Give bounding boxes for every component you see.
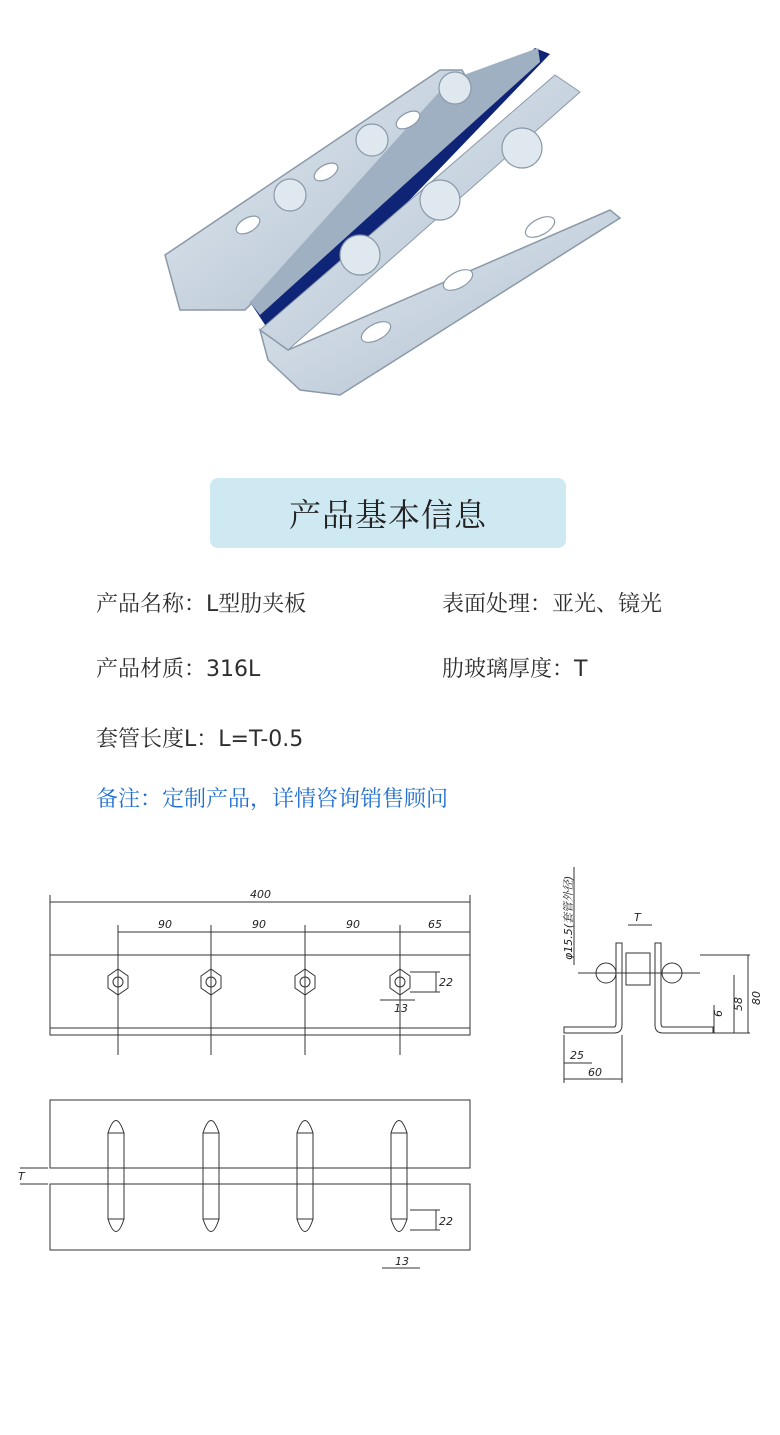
right-bracket [655,943,713,1033]
dim-diameter: φ15.5(套管外径) [562,875,575,960]
top-view-drawing [10,1098,480,1278]
dim-25: 25 [570,1049,584,1062]
dim-6: 6 [712,1010,725,1017]
plate-outline [50,955,470,1035]
spec-material: 产品材质：316L [96,657,261,682]
note-text: 备注：定制产品，详情咨询销售顾问 [96,787,449,812]
dim-end-offset: 65 [428,918,442,931]
spec-thickness: 肋玻璃厚度：T [442,657,588,682]
side-view-drawing [550,865,765,1085]
spec-surface: 表面处理：亚光、镜光 [442,592,663,617]
bolt-assemblies [108,1121,407,1232]
dim-80: 80 [750,991,763,1005]
dim-slot-width: 13 [394,1002,408,1015]
dim-60: 60 [588,1066,602,1079]
section-title: 产品基本信息 [210,478,566,548]
dim-spacing-2: 90 [252,918,266,931]
dim-glass-T: T [18,1170,25,1183]
product-render [150,40,630,410]
front-view-drawing [40,880,490,1055]
spec-sleeve: 套管长度L：L=T-0.5 [96,727,304,752]
dim-total: 400 [250,888,271,901]
hex-nuts [108,969,410,995]
dim-slot-height-bottom: 22 [439,1215,453,1228]
dim-slot-width-bottom: 13 [395,1255,409,1268]
spec-name: 产品名称：L型肋夹板 [96,592,307,617]
dim-side-T: T [634,911,641,924]
dim-spacing-1: 90 [158,918,172,931]
dim-58: 58 [732,997,745,1011]
dim-slot-height: 22 [439,976,453,989]
dim-spacing-3: 90 [346,918,360,931]
